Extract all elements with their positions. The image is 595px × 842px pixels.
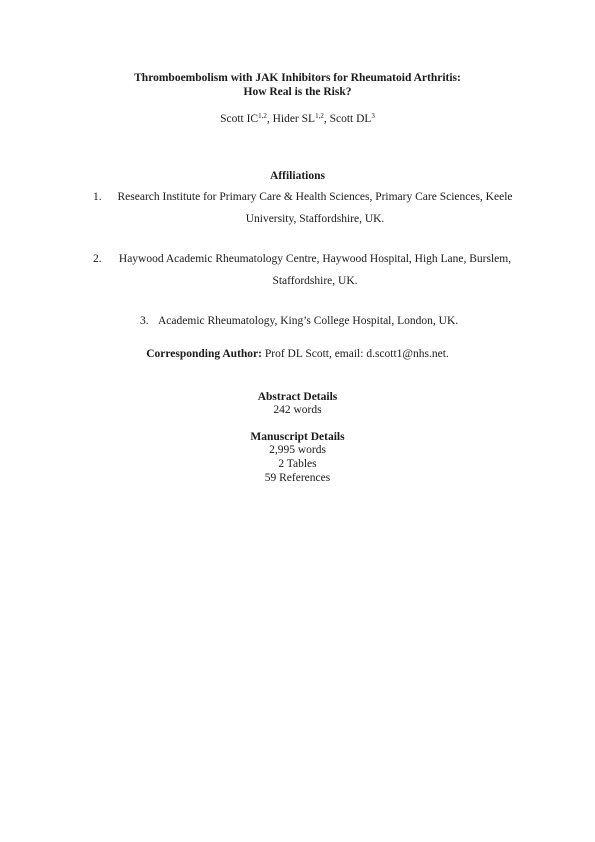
title-line-2: How Real is the Risk? <box>243 86 352 98</box>
manuscript-table-count: 2 Tables <box>278 458 317 470</box>
manuscript-details-heading: Manuscript Details <box>250 431 345 443</box>
author-name: Scott IC <box>220 113 259 125</box>
author-separator: , <box>323 113 330 125</box>
affiliation-line: University, Staffordshire, UK. <box>245 213 385 225</box>
corresponding-author-text: Prof DL Scott, email: d.scott1@nhs.net. <box>261 348 449 360</box>
affiliation-number: 2. <box>93 253 102 265</box>
abstract-word-count: 242 words <box>273 404 322 416</box>
affiliations-heading: Affiliations <box>270 170 325 182</box>
author-name: Hider SL <box>272 113 316 125</box>
affiliation-line: Academic Rheumatology, King’s College Hospital, London, UK. <box>158 315 459 327</box>
title-line-1: Thromboembolism with JAK Inhibitors for Rheumatoid Arthritis: <box>134 72 461 84</box>
affiliation-line: Haywood Academic Rheumatology Centre, Haywood Hospital, High Lane, Burslem, <box>118 253 512 265</box>
affiliation-line: Research Institute for Primary Care & Health Sciences, Primary Care Sciences, Keele <box>117 191 513 203</box>
author-affiliation-marker: 1,2 <box>258 112 267 120</box>
corresponding-author-label: Corresponding Author: <box>146 348 262 360</box>
affiliation-number: 1. <box>93 191 102 203</box>
author-separator: , <box>266 113 273 125</box>
author-affiliation-marker: 3 <box>371 112 375 120</box>
affiliation-text <box>110 186 520 230</box>
author-list <box>0 113 595 125</box>
abstract-details-heading: Abstract Details <box>257 391 338 403</box>
affiliation-line: Staffordshire, UK. <box>272 275 358 287</box>
corresponding-author <box>0 348 595 360</box>
affiliation-text <box>110 248 520 292</box>
manuscript-reference-count: 59 References <box>264 472 331 484</box>
affiliation-number: 3. <box>140 315 149 327</box>
author-affiliation-marker: 1,2 <box>315 112 324 120</box>
manuscript-word-count: 2,995 words <box>269 444 326 456</box>
author-name: Scott DL <box>329 113 372 125</box>
